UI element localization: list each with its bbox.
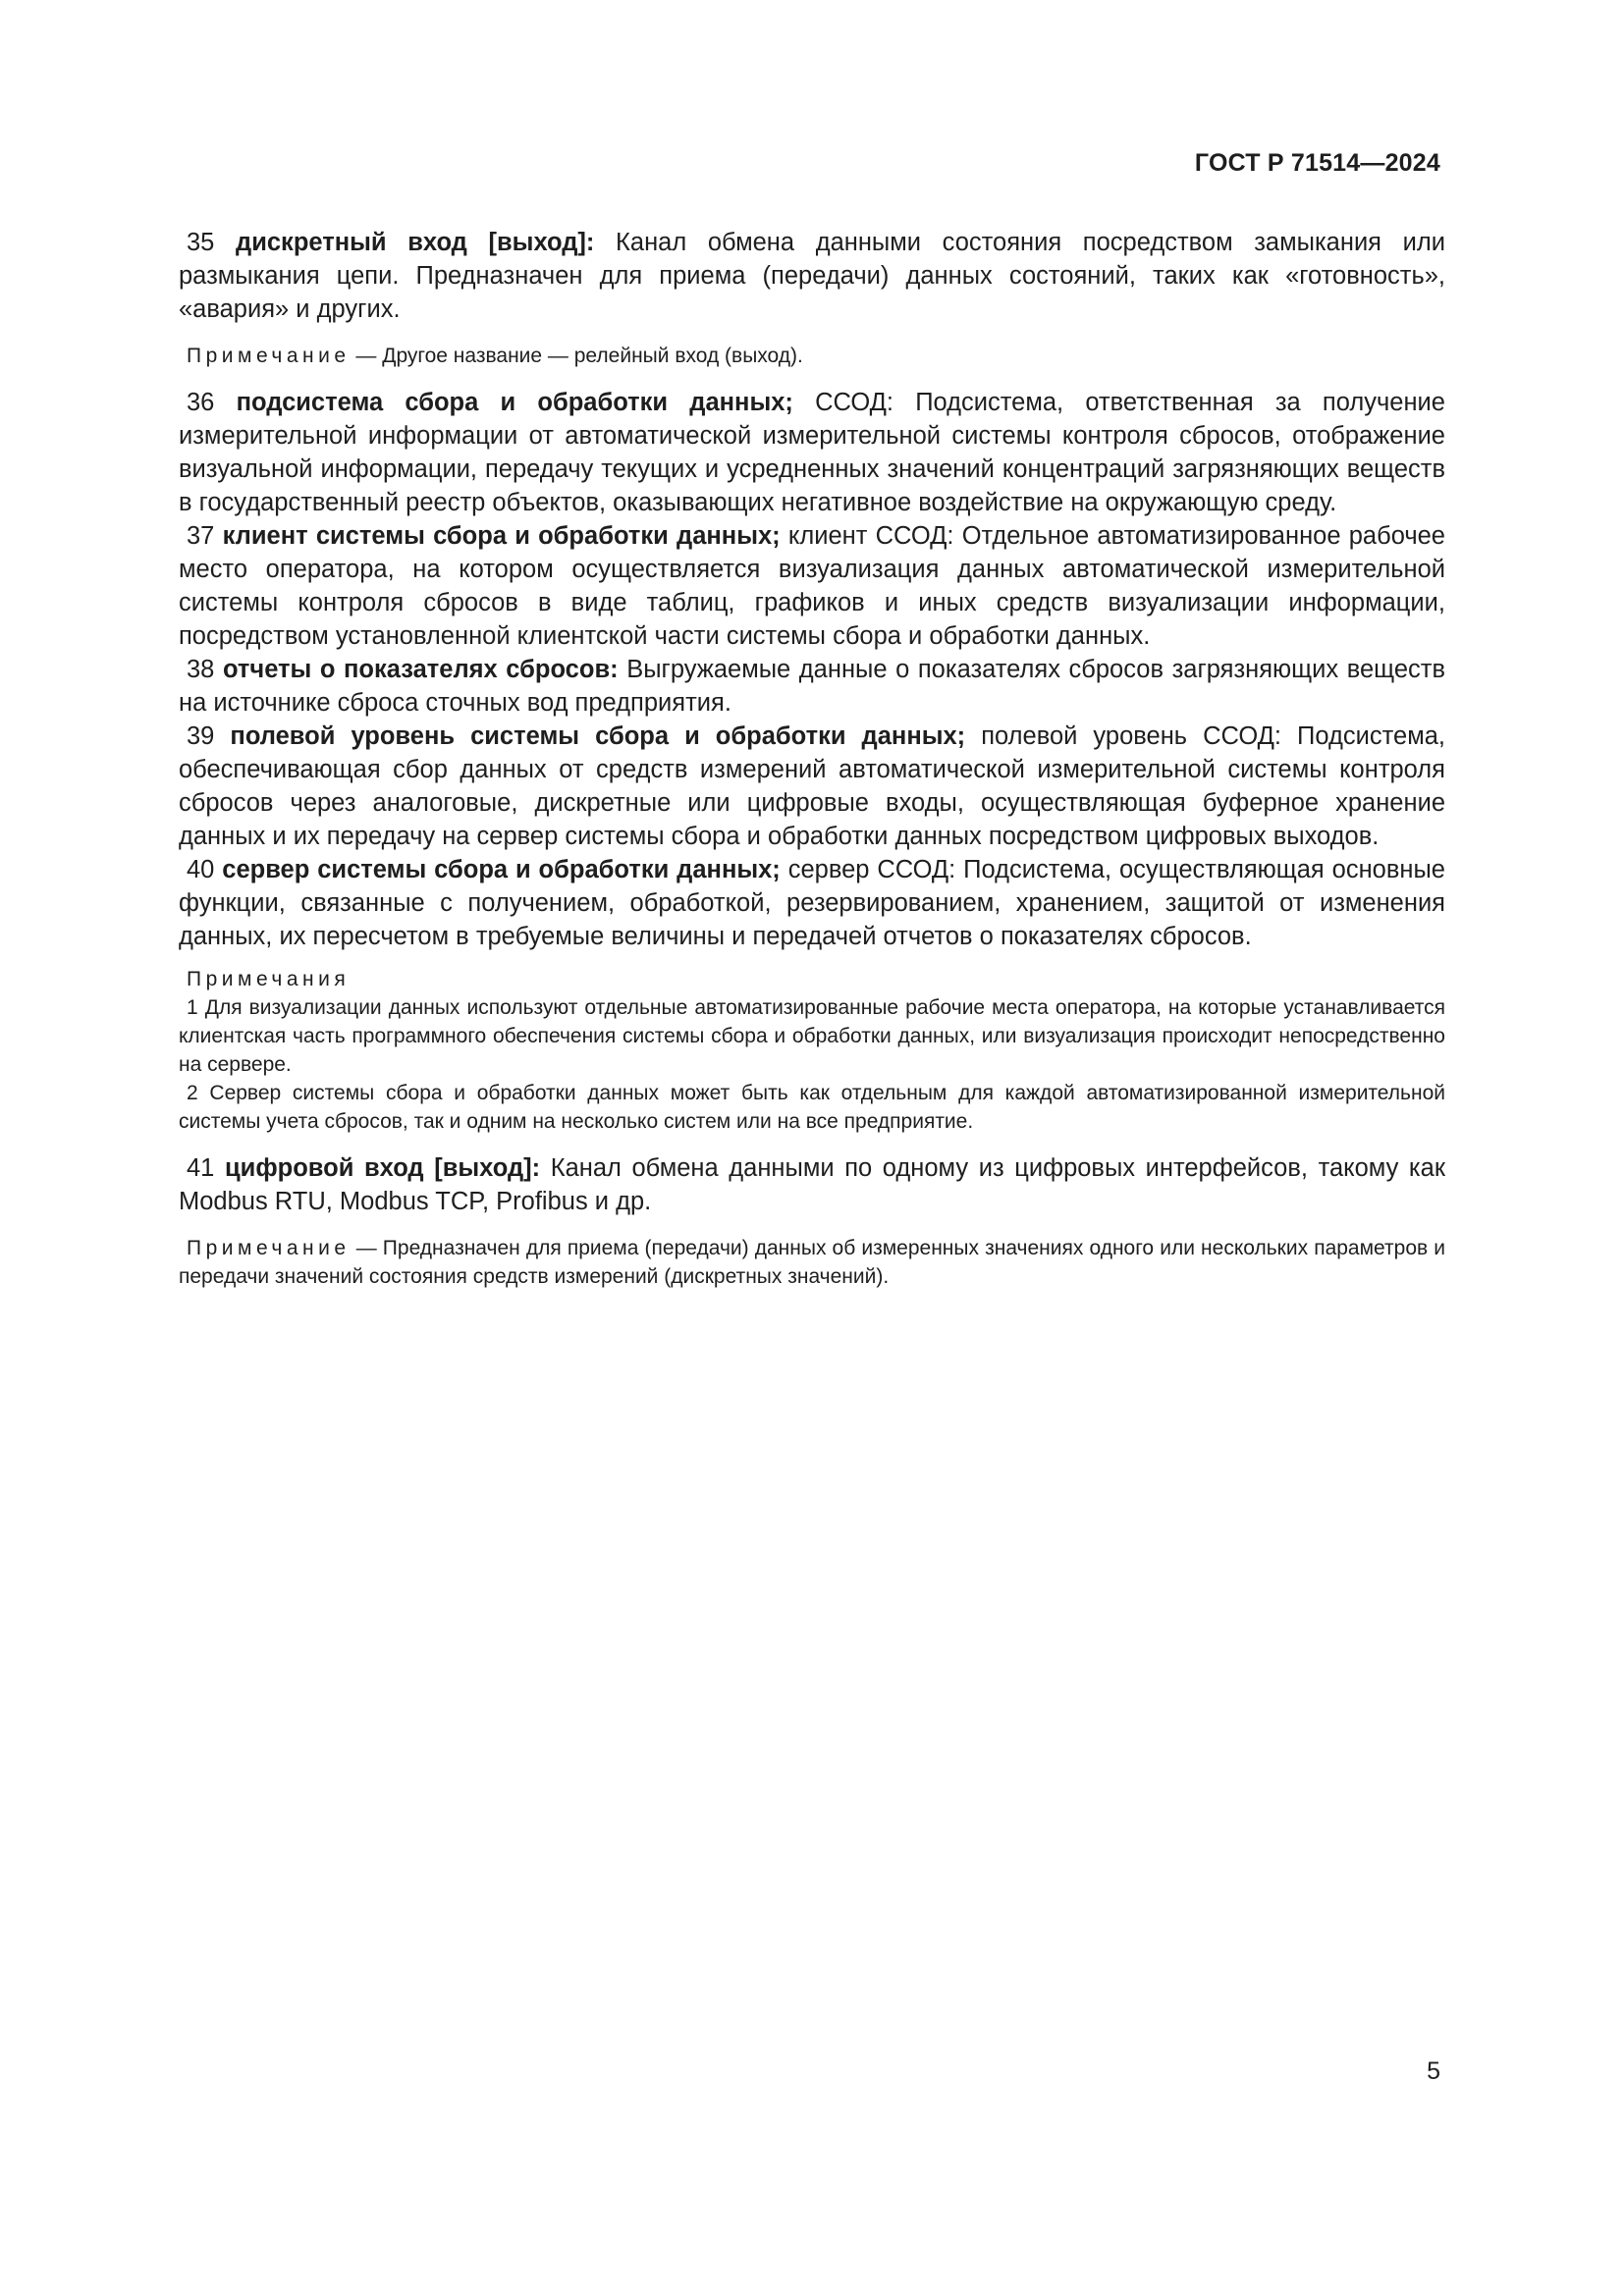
term-number: 37	[187, 522, 215, 550]
term-title: дискретный вход [выход]:	[236, 229, 595, 256]
term-title: клиент системы сбора и обработки данных;	[222, 522, 781, 550]
term-definition: клиент ССОД: Отдельное автоматизированное рабочее место оператора, на котором осуществляется визуализация данных автоматической измерительной системы контроля сбросов в виде таблиц, графиков и иных средств визуализации информации, посредством установленной клиентской части системы сбора и обработки данных.	[179, 522, 1445, 650]
term-entry	[179, 519, 1445, 653]
term-entry	[179, 226, 1445, 326]
notes-label: Примечания	[187, 968, 351, 990]
note-text: — Другое название — релейный вход (выход).	[355, 345, 803, 367]
term-title: сервер системы сбора и обработки данных;	[222, 856, 781, 883]
term-definition: Выгружаемые данные о показателях сбросов загрязняющих веществ на источнике сброса сточных вод предприятия.	[179, 656, 1445, 717]
note	[179, 342, 1445, 370]
page-number: 5	[1427, 2057, 1440, 2085]
term-number: 40	[187, 856, 215, 883]
term-entry	[179, 720, 1445, 853]
note-label: Примечание	[187, 1237, 351, 1259]
term-number: 35	[187, 229, 215, 256]
term-number: 41	[187, 1154, 215, 1182]
note-item: 2 Сервер системы сбора и обработки данных может быть как отдельным для каждой автоматизированной измерительной системы учета сбросов, так и одним на несколько систем или на все предприятие.	[179, 1082, 1445, 1133]
term-definition: ССОД: Подсистема, ответственная за получение измерительной информации от автоматической измерительной системы контроля сбросов, отображение визуальной информации, передачу текущих и усредненных значений концентраций загрязняющих веществ в государственный реестр объектов, оказывающих негативное воздействие на окружающую среду.	[179, 389, 1445, 516]
term-entry	[179, 1151, 1445, 1218]
note-label: Примечание	[187, 345, 351, 367]
term-definition: полевой уровень ССОД: Подсистема, обеспечивающая сбор данных от средств измерений автоматической измерительной системы контроля сбросов через аналоговые, дискретные или цифровые входы, осуществляющая буферное хранение данных и их передачу на сервер системы сбора и обработки данных посредством цифровых выходов.	[179, 722, 1445, 850]
term-number: 38	[187, 656, 215, 683]
term-title: подсистема сбора и обработки данных;	[236, 389, 793, 416]
term-definition: Канал обмена данными состояния посредством замыкания или размыкания цепи. Предназначен для приема (передачи) данных состояний, таких как «готовность», «авария» и других.	[179, 229, 1445, 323]
note-text: — Предназначен для приема (передачи) данных об измеренных значениях одного или нескольких параметров и передачи значений состояния средств измерений (дискретных значений).	[179, 1237, 1445, 1288]
term-title: цифровой вход [выход]:	[224, 1154, 541, 1182]
term-entry	[179, 386, 1445, 519]
document-body	[179, 226, 1445, 1291]
term-title: полевой уровень системы сбора и обработки данных;	[230, 722, 966, 750]
term-definition: сервер ССОД: Подсистема, осуществляющая основные функции, связанные с получением, обработкой, резервированием, хранением, защитой от изменения данных, их пересчетом в требуемые величины и передачей отчетов о показателях сбросов.	[179, 856, 1445, 950]
note-item: 1 Для визуализации данных используют отдельные автоматизированные рабочие места оператора, на которые устанавливается клиентская часть программного обеспечения системы сбора и обработки данных, или визуализация происходит непосредственно на сервере.	[179, 996, 1445, 1076]
term-title: отчеты о показателях сбросов:	[222, 656, 619, 683]
note	[179, 1234, 1445, 1291]
notes-heading	[179, 965, 1445, 993]
term-entry	[179, 653, 1445, 720]
term-entry	[179, 853, 1445, 953]
term-definition: Канал обмена данными по одному из цифровых интерфейсов, такому как Modbus RTU, Modbus TCP, Profibus и др.	[179, 1154, 1445, 1215]
document-code: ГОСТ Р 71514—2024	[1194, 149, 1440, 177]
term-number: 39	[187, 722, 215, 750]
term-number: 36	[187, 389, 215, 416]
